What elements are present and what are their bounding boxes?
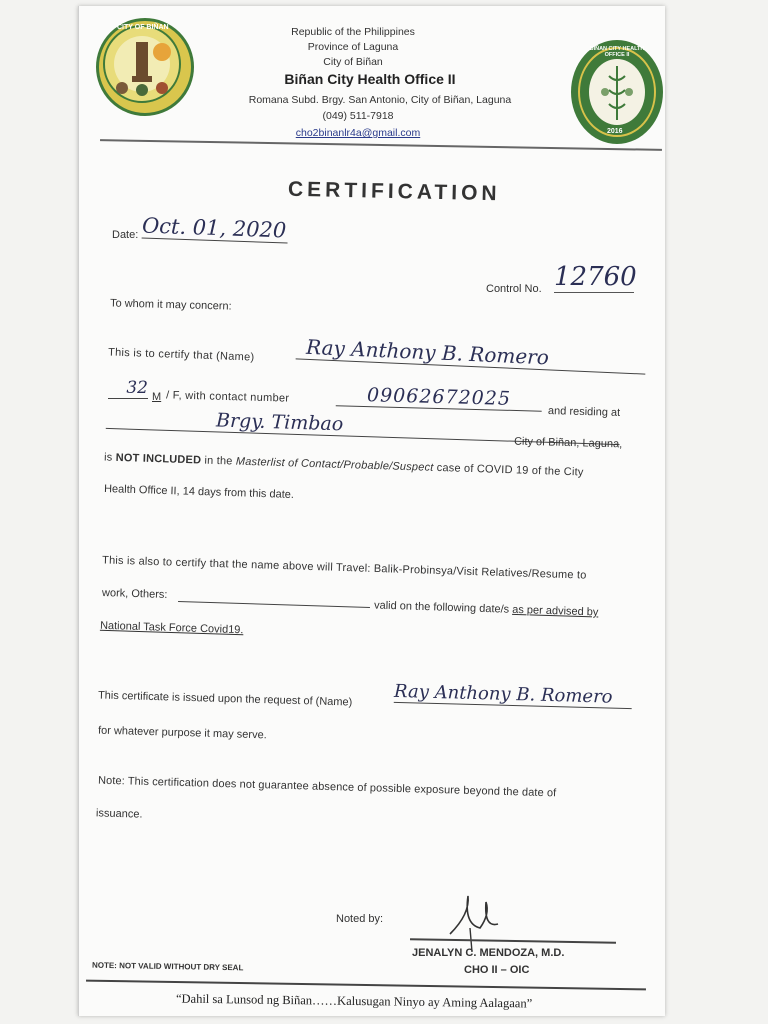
header-city: City of Biñan — [323, 56, 383, 68]
right-seal-year: 2016 — [607, 128, 623, 135]
masterlist-text: Masterlist of Contact/Probable/Suspect — [235, 455, 434, 474]
noted-by-label: Noted by: — [336, 913, 384, 925]
not-included-text: NOT INCLUDED — [115, 451, 202, 467]
header-province: Province of Laguna — [307, 41, 399, 53]
right-seal-text: BIÑAN CITY HEALTH OFFICE II — [589, 46, 645, 58]
salutation: To whom it may concern: — [109, 297, 232, 313]
travel-line: This is also to certify that the name above will Travel: Balik-Probinsya/Visit Relatives/Resume to — [101, 554, 587, 582]
health-office-line: Health Office II, 14 days from this date. — [103, 483, 295, 501]
others-label: work, Others: — [101, 586, 168, 602]
header-phone: (049) 511-7918 — [322, 110, 394, 122]
case-of-text: case of COVID 19 of the City — [436, 461, 584, 479]
date-label: Date: — [112, 229, 139, 241]
control-label: Control No. — [486, 283, 542, 295]
task-force-text: National Task Force Covid19. — [99, 619, 244, 637]
header-email-link[interactable]: cho2binanlr4a@gmail.com — [295, 127, 421, 139]
signatory-name: JENALYN C. MENDOZA, M.D. — [412, 947, 565, 959]
certificate-paper — [78, 6, 665, 1016]
sex-contact-label: / F, with contact number — [165, 389, 290, 405]
sex-m: M — [152, 391, 162, 403]
address-value: Brgy. Timbao — [106, 406, 620, 445]
certify-intro: This is to certify that (Name) — [107, 346, 255, 364]
signatory-position: CHO II – OIC — [464, 964, 530, 976]
city-label: City of Biñan, Laguna, — [513, 435, 623, 451]
dry-seal-note: NOTE: NOT VALID WITHOUT DRY SEAL — [91, 960, 244, 973]
date-value: Oct. 01, 2020 — [141, 213, 287, 243]
in-the-text: in the — [204, 454, 233, 468]
control-value: 12760 — [554, 262, 637, 292]
header-republic: Republic of the Philippines — [291, 26, 415, 38]
health-office-seal — [571, 40, 663, 144]
note-line-2: issuance. — [95, 807, 143, 821]
city-of-binan-seal — [96, 18, 194, 116]
request-intro: This certificate is issued upon the request of (Name) — [97, 689, 353, 709]
signature-mark — [440, 884, 510, 954]
contact-number: 09062672025 — [336, 383, 543, 411]
certify-name: Ray Anthony B. Romero — [296, 334, 647, 374]
age-value: 32 — [108, 378, 148, 399]
request-name: Ray Anthony B. Romero — [394, 681, 632, 709]
note-line-1: Note: This certification does not guarantee absence of possible exposure beyond the date of — [97, 774, 557, 800]
is-word: is — [103, 451, 113, 464]
certification-title: CERTIFICATION — [287, 177, 501, 206]
residing-label: and residing at — [547, 405, 621, 419]
valid-text: valid on the following date/s — [373, 599, 510, 616]
purpose-line: for whatever purpose it may serve. — [97, 724, 267, 742]
footer-motto: “Dahil sa Lunsod ng Biñan……Kalusugan Ninyo ay Aming Aalagaan” — [175, 991, 533, 1011]
advised-text: as per advised by — [512, 603, 599, 619]
left-seal-text: CITY OF BIÑAN — [117, 24, 169, 31]
header-office-name: Biñan City Health Office II — [284, 71, 456, 87]
header-address: Romana Subd. Brgy. San Antonio, City of Biñan, Laguna — [248, 94, 512, 106]
